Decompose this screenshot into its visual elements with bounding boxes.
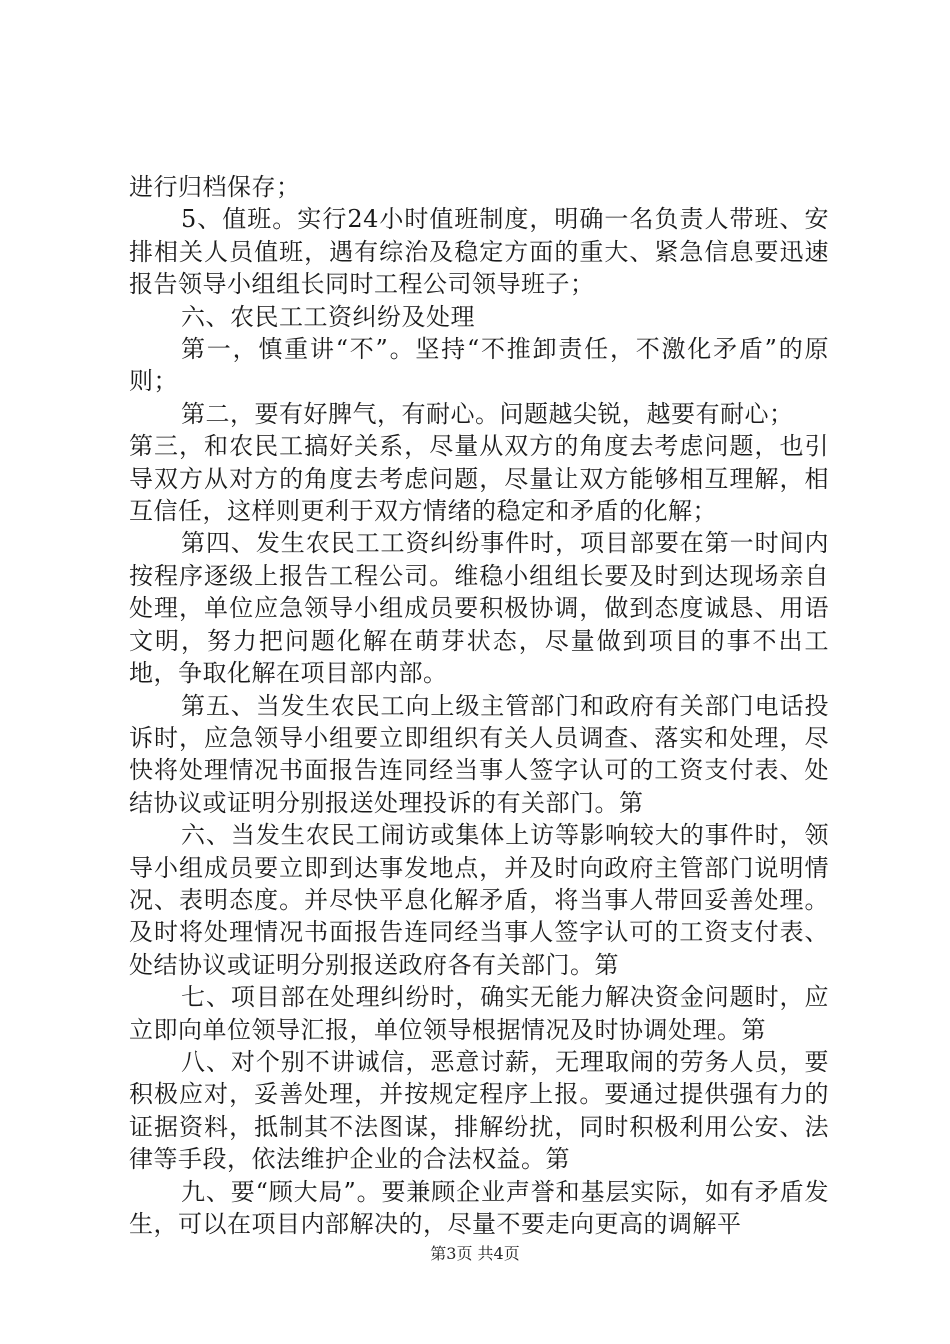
document-body: [129, 171, 829, 1240]
paragraph: 九、要“顾大局”。要兼顾企业声誉和基层实际，如有矛盾发生，可以在项目内部解决的，尽量不要走向更高的调解平: [129, 1177, 829, 1238]
paragraph: 六、当发生农民工闹访或集体上访等影响较大的事件时，领导小组成员要立即到达事发地点，并及时向政府主管部门说明情况、表明态度。并尽快平息化解矛盾，将当事人带回妥善处理。及时将处理情况书面报告连同经当事人签字认可的工资支付表、处结协议或证明分别报送政府各有关部门。第: [129, 821, 829, 979]
paragraph: 七、项目部在处理纠纷时，确实无能力解决资金问题时，应立即向单位领导汇报，单位领导根据情况及时协调处理。第: [129, 983, 829, 1044]
paragraph: 第五、当发生农民工向上级主管部门和政府有关部门电话投诉时，应急领导小组要立即组织有关人员调查、落实和处理，尽快将处理情况书面报告连同经当事人签字认可的工资支付表、处结协议或证明分别报送处理投诉的有关部门。第: [129, 691, 829, 817]
paragraph: 进行归档保存；: [129, 173, 301, 201]
paragraph: 八、对个别不讲诚信，恶意讨薪，无理取闹的劳务人员，要积极应对，妥善处理，并按规定程序上报。要通过提供强有力的证据资料，抵制其不法图谋，排解纷扰，同时积极利用公安、法律等手段，依法维护企业的合法权益。第: [129, 1047, 829, 1174]
paragraph: 第三，和农民工搞好关系，尽量从双方的角度去考虑问题，也引导双方从对方的角度去考虑问题，尽量让双方能够相互理解，相互信任，这样则更利于双方情绪的稳定和矛盾的化解；: [129, 432, 829, 526]
page-footer: [0, 1244, 950, 1264]
paragraph: 第二，要有好脾气，有耐心。问题越尖锐，越要有耐心；: [181, 399, 794, 428]
paragraph: 5、值班。实行24小时值班制度，明确一名负责人带班、安排相关人员值班，遇有综治及稳定方面的重大、紧急信息要迅速报告领导小组组长同时工程公司领导班子；: [129, 205, 829, 299]
section-heading: 六、农民工工资纠纷及处理: [181, 302, 475, 331]
page-number: 第3页 共4页: [430, 1244, 520, 1263]
paragraph: 第一，慎重讲“不”。坚持“不推卸责任，不激化矛盾”的原则；: [129, 335, 829, 396]
paragraph: 第四、发生农民工工资纠纷事件时，项目部要在第一时间内按程序逐级上报告工程公司。维稳小组组长要及时到达现场亲自处理，单位应急领导小组成员要积极协调，做到态度诚恳、用语文明，努力把问题化解在萌芽状态，尽量做到项目的事不出工地，争取化解在项目部内部。: [129, 529, 829, 688]
